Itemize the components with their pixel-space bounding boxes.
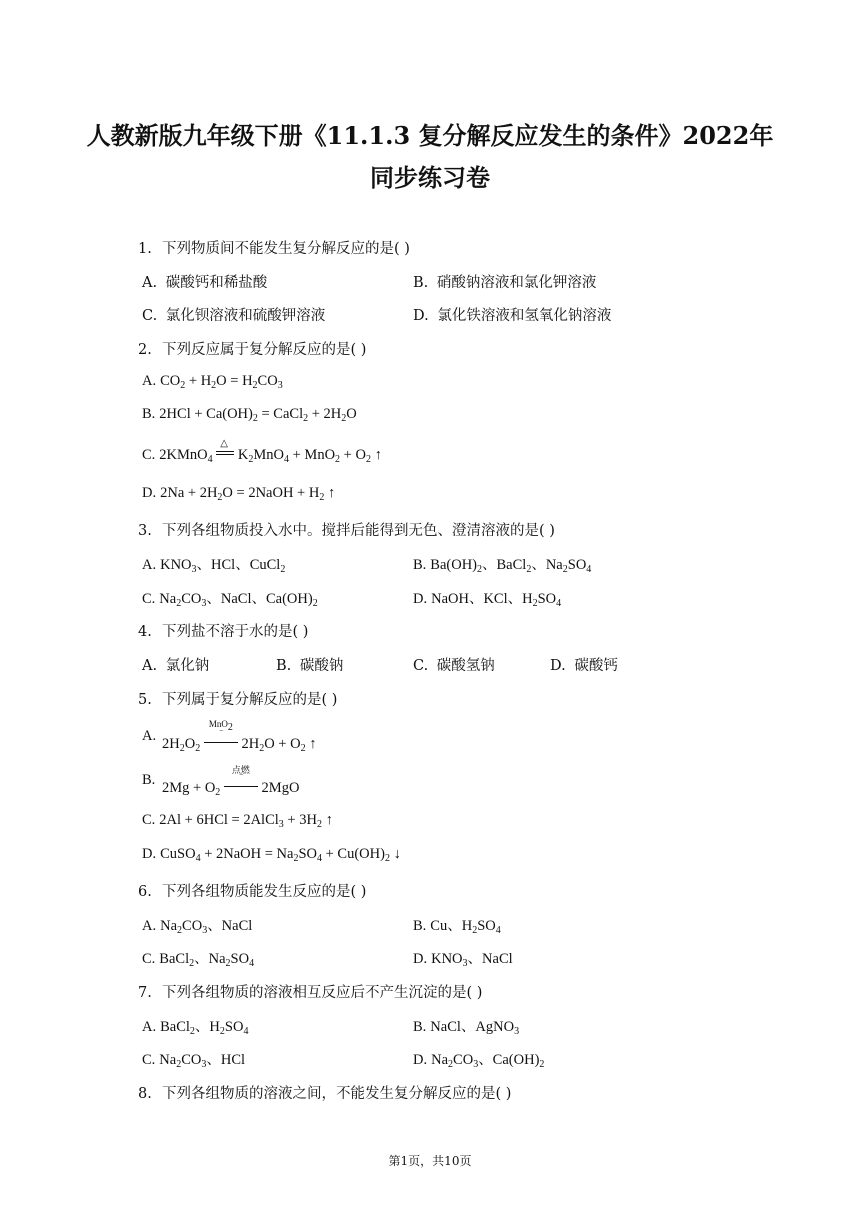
- option-1d: D. 氯化铁溶液和氢氧化钠溶液: [413, 308, 612, 324]
- option-6c: C. BaCl$_2$、$Na_2SO_4$: [142, 951, 255, 969]
- option-3d: D. NaOH、KCl、$H_2SO_4$: [413, 591, 562, 609]
- option-5a: $2H_2O_2$ MnO$_2$ ‾ $2H_2O + O_2$ ↑: [162, 719, 317, 754]
- option-6b: B. Cu、$H_2SO_4$: [413, 918, 501, 936]
- option-4a: A. 氯化钠: [142, 658, 210, 674]
- question-stem: 下列盐不溶于水的是( ): [162, 624, 309, 640]
- question-7: 7. 下列各组物质的溶液相互反应后不产生沉淀的是( ): [138, 985, 483, 1001]
- option-3c: C. $Na_2CO_3$、NaCl、$Ca(OH)_2$: [142, 591, 318, 609]
- question-stem: 下列各组物质的溶液之间，不能发生复分解反应的是( ): [162, 1086, 512, 1102]
- question-stem: 下列各组物质能发生反应的是( ): [162, 884, 367, 900]
- option-7a: A. BaCl$_2$、$H_2SO_4$: [142, 1019, 249, 1037]
- option-1c: C. 氯化钡溶液和硫酸钾溶液: [142, 308, 326, 324]
- page-title-line2: 同步练习卷: [370, 163, 490, 192]
- option-2a: A. $CO_2 + H_2O = H_2CO_3$: [142, 373, 283, 391]
- question-2: 2. 下列反应属于复分解反应的是( ): [138, 342, 367, 358]
- question-stem: 下列反应属于复分解反应的是( ): [162, 342, 367, 358]
- equation: 2KMnO$_4$ △ $K_2MnO_4 + MnO_2 + O_2$ ↑: [159, 438, 382, 465]
- equation: $2HCl + Ca(OH)_2$ = CaCl$_2$ + $2H_2O$: [159, 406, 357, 424]
- option-5c: C. 2Al + 6HCl = 2AlCl$_3$ + $3H_2$ ↑: [142, 812, 333, 830]
- option-1b: B. 硝酸钠溶液和氯化钾溶液: [413, 275, 597, 291]
- question-stem: 下列物质间不能发生复分解反应的是( ): [162, 241, 410, 257]
- option-1a: A. 碳酸钙和稀盐酸: [142, 275, 268, 291]
- question-stem: 下列各组物质的溶液相互反应后不产生沉淀的是( ): [162, 985, 483, 1001]
- equation: $CO_2 + H_2O = H_2CO_3$: [160, 373, 283, 391]
- question-stem: 下列各组物质投入水中。搅拌后能得到无色、澄清溶液的是( ): [162, 523, 555, 539]
- option-3a: A. $KNO_3$、HCl、CuCl$_2$: [142, 557, 286, 575]
- question-5: 5. 下列属于复分解反应的是( ): [138, 692, 338, 708]
- page-footer: 第1页，共10页: [388, 1154, 472, 1168]
- option-4d: D. 碳酸钙: [550, 658, 618, 674]
- heating-condition: △: [216, 446, 234, 460]
- option-5b-label: B.: [142, 772, 156, 788]
- option-4c: C. 碳酸氢钠: [413, 658, 495, 674]
- catalyst-condition: MnO$_2$ ‾: [204, 734, 238, 750]
- page-title-line1: 人教新版九年级下册《11.1.3 复分解反应发生的条件》2022年: [86, 121, 774, 150]
- option-5b: $2Mg + O_2$ 点燃 ‾ 2MgO: [162, 765, 300, 798]
- option-2d: D. $2Na + 2H_2O$ = 2NaOH + $H_2$ ↑: [142, 485, 336, 503]
- question-4: 4. 下列盐不溶于水的是( ): [138, 624, 309, 640]
- option-3b: B. $Ba(OH)_2$、BaCl$_2$、$Na_2SO_4$: [413, 557, 592, 575]
- question-stem: 下列属于复分解反应的是( ): [162, 692, 338, 708]
- ignition-condition: 点燃 ‾: [224, 778, 258, 794]
- question-6: 6. 下列各组物质能发生反应的是( ): [138, 884, 367, 900]
- option-6d: D. $KNO_3$、NaCl: [413, 951, 513, 969]
- option-5d: D. CuSO$_4$ + 2NaOH = $Na_2SO_4 + Cu(OH)_2$ ↓: [142, 846, 401, 864]
- option-4b: B. 碳酸钠: [276, 658, 344, 674]
- option-5a-label: A.: [142, 728, 157, 744]
- option-7b: B. NaCl、AgNO$_3$: [413, 1019, 520, 1037]
- option-6a: A. $Na_2CO_3$、NaCl: [142, 918, 253, 936]
- equation: $2Na + 2H_2O$ = 2NaOH + $H_2$ ↑: [160, 485, 336, 503]
- option-2b: B. $2HCl + Ca(OH)_2$ = CaCl$_2$ + $2H_2O$: [142, 406, 357, 424]
- option-2c: C. 2KMnO$_4$ △ $K_2MnO_4 + MnO_2 + O_2$ ↑: [142, 438, 382, 465]
- question-8: 8. 下列各组物质的溶液之间，不能发生复分解反应的是( ): [138, 1086, 512, 1102]
- question-1: 1. 下列物质间不能发生复分解反应的是( ): [138, 241, 410, 257]
- question-3: 3. 下列各组物质投入水中。搅拌后能得到无色、澄清溶液的是( ): [138, 523, 555, 539]
- option-7d: D. $Na_2CO_3$、$Ca(OH)_2$: [413, 1052, 545, 1070]
- option-7c: C. $Na_2CO_3$、HCl: [142, 1052, 246, 1070]
